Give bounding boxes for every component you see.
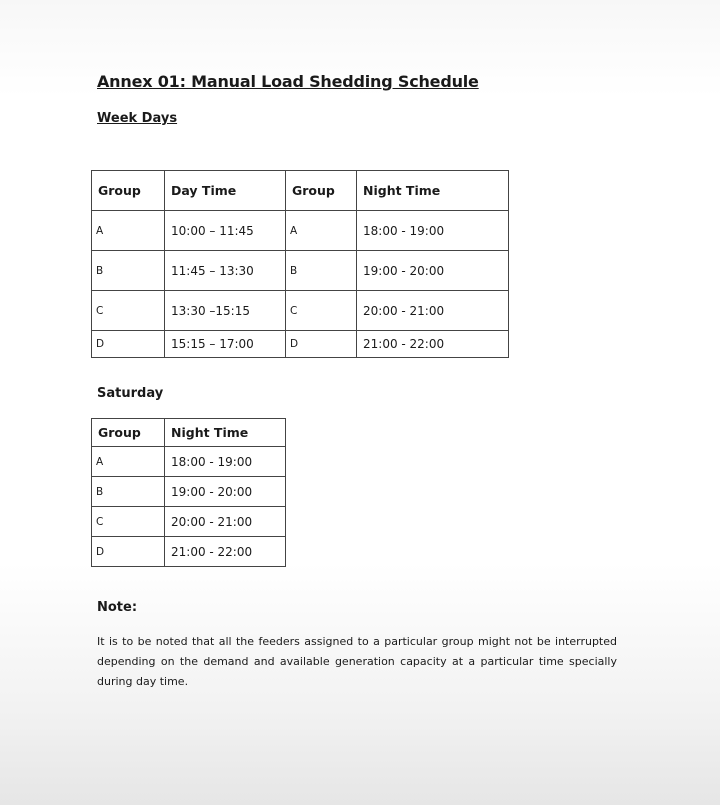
day-time-cell: 13:30 –15:15 — [165, 291, 286, 331]
night-time-cell: 20:00 - 21:00 — [357, 291, 509, 331]
note-title: Note: — [97, 600, 138, 615]
night-time-cell: 18:00 - 19:00 — [357, 211, 509, 251]
weekdays-section-title: Week Days — [97, 111, 178, 126]
header-night-time: Night Time — [357, 171, 509, 211]
night-time-cell: 19:00 - 20:00 — [357, 251, 509, 291]
table-row — [92, 537, 286, 567]
group-cell: A — [92, 211, 165, 251]
table-row — [92, 291, 509, 331]
group-cell: D — [92, 331, 165, 358]
saturday-section-title: Saturday — [97, 386, 164, 401]
table-row — [92, 447, 286, 477]
header-night-time: Night Time — [165, 419, 286, 447]
header-day-time: Day Time — [165, 171, 286, 211]
table-header-row — [92, 419, 286, 447]
table-row — [92, 477, 286, 507]
group-cell: A — [286, 211, 357, 251]
night-time-cell: 20:00 - 21:00 — [165, 507, 286, 537]
group-cell: C — [286, 291, 357, 331]
night-time-cell: 19:00 - 20:00 — [165, 477, 286, 507]
night-time-cell: 21:00 - 22:00 — [357, 331, 509, 358]
group-cell: C — [92, 507, 165, 537]
night-time-cell: 21:00 - 22:00 — [165, 537, 286, 567]
header-group-day: Group — [92, 171, 165, 211]
group-cell: B — [92, 477, 165, 507]
table-row — [92, 507, 286, 537]
table-header-row — [92, 171, 509, 211]
group-cell: D — [92, 537, 165, 567]
group-cell: C — [92, 291, 165, 331]
table-row — [92, 251, 509, 291]
header-group-night: Group — [286, 171, 357, 211]
table-row — [92, 211, 509, 251]
group-cell: B — [92, 251, 165, 291]
note-text: It is to be noted that all the feeders assigned to a particular group might not be interrupted depending on the demand and available generation capacity at a particular time specially during day time. — [97, 635, 617, 688]
group-cell: D — [286, 331, 357, 358]
document-title: Annex 01: Manual Load Shedding Schedule — [97, 72, 479, 91]
header-group: Group — [92, 419, 165, 447]
night-time-cell: 18:00 - 19:00 — [165, 447, 286, 477]
saturday-schedule-table — [91, 418, 286, 567]
day-time-cell: 10:00 – 11:45 — [165, 211, 286, 251]
table-row — [92, 331, 509, 358]
day-time-cell: 11:45 – 13:30 — [165, 251, 286, 291]
weekdays-schedule-table — [91, 170, 509, 358]
day-time-cell: 15:15 – 17:00 — [165, 331, 286, 358]
group-cell: B — [286, 251, 357, 291]
group-cell: A — [92, 447, 165, 477]
